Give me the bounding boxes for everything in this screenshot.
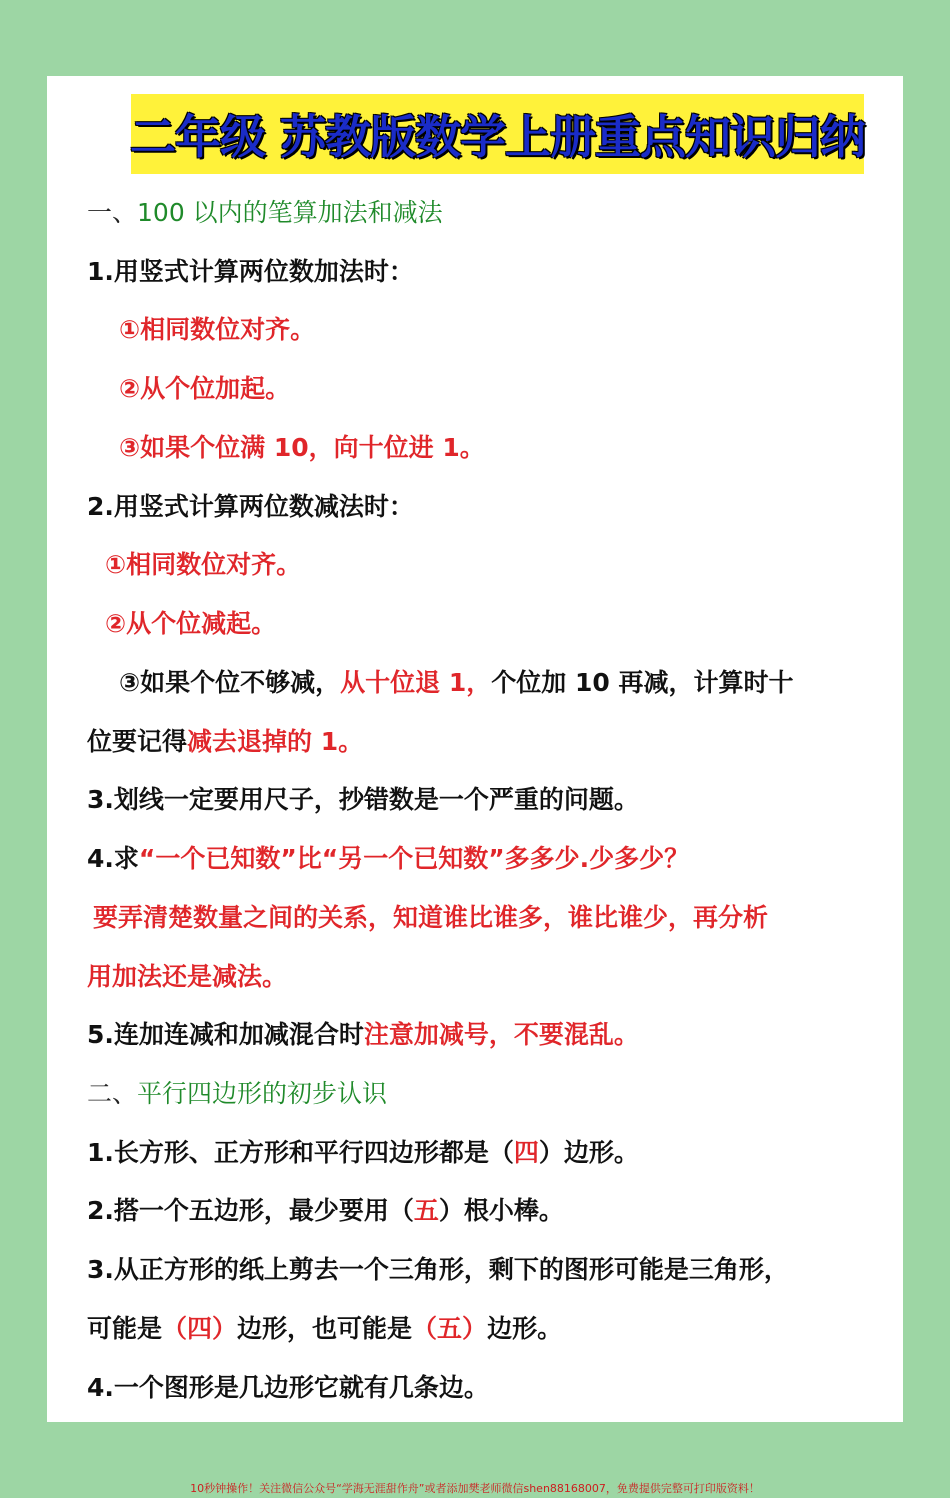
title-banner	[131, 94, 864, 174]
answer-segment: （四）	[162, 1314, 238, 1343]
text-segment: 个位加 10 再减，计算时十	[491, 668, 794, 697]
text-line	[119, 665, 909, 701]
section-prefix: 一、	[87, 198, 138, 227]
text-line	[87, 1135, 877, 1171]
text-segment: 2.搭一个五边形，最少要用（	[87, 1196, 414, 1225]
section-title: 平行四边形的初步认识	[137, 1079, 388, 1108]
section-heading-2	[87, 1076, 877, 1112]
text-segment: 1.长方形、正方形和平行四边形都是（	[87, 1138, 514, 1167]
text-line: 4.一个图形是几边形它就有几条边。	[87, 1373, 489, 1402]
text-segment: 5.连加连减和加减混合时	[87, 1020, 364, 1049]
text-line: 要弄清楚数量之间的关系，知道谁比谁多，谁比谁少，再分析	[93, 903, 769, 932]
text-line: 3.从正方形的纸上剪去一个三角形，剩下的图形可能是三角形，	[87, 1255, 789, 1284]
answer-segment: 四	[513, 1138, 539, 1167]
text-line	[87, 1193, 877, 1229]
section-heading-1	[87, 195, 877, 231]
text-line	[87, 724, 877, 760]
footer-note: 10秒钟操作！关注微信公众号“学海无涯甜作舟”或者添加樊老师微信shen88168007，免费提供完整可打印版资料！	[190, 1482, 760, 1495]
text-line: ①相同数位对齐。	[119, 315, 316, 344]
text-line: ①相同数位对齐。	[105, 550, 302, 579]
text-segment: 可能是	[87, 1314, 163, 1343]
text-line: 用加法还是减法。	[87, 962, 288, 991]
text-line: ③如果个位满 10，向十位进 1。	[119, 433, 485, 462]
answer-segment: 五	[413, 1196, 439, 1225]
text-segment: 位要记得	[87, 727, 188, 756]
section-prefix: 二、	[87, 1079, 138, 1108]
highlight-segment: 从十位退 1，	[340, 668, 492, 697]
answer-segment: （五）	[412, 1314, 488, 1343]
text-line: 2.用竖式计算两位数减法时：	[87, 492, 414, 521]
text-line	[87, 1017, 877, 1053]
text-line: 1.用竖式计算两位数加法时：	[87, 257, 414, 286]
text-line	[87, 841, 877, 877]
page-title: 二年级 苏教版数学上册重点知识归纳	[130, 110, 866, 164]
text-line: ②从个位加起。	[119, 374, 291, 403]
text-segment: 边形，也可能是	[237, 1314, 413, 1343]
highlight-segment: “一个已知数”比“另一个已知数”多多少.少多少？	[138, 844, 690, 873]
text-segment: ③如果个位不够减，	[119, 668, 341, 697]
text-segment: ）边形。	[538, 1138, 639, 1167]
text-line: ②从个位减起。	[105, 609, 277, 638]
worksheet-page	[47, 76, 903, 1422]
text-segment: ）根小棒。	[438, 1196, 564, 1225]
text-line: 3.划线一定要用尺子，抄错数是一个严重的问题。	[87, 785, 639, 814]
highlight-segment: 减去退掉的 1。	[187, 727, 364, 756]
highlight-segment: 注意加减号，不要混乱。	[363, 1020, 639, 1049]
section-title: 100 以内的笔算加法和减法	[137, 198, 443, 227]
text-line	[87, 1311, 877, 1347]
text-segment: 边形。	[487, 1314, 563, 1343]
text-segment: 4.求	[87, 844, 139, 873]
